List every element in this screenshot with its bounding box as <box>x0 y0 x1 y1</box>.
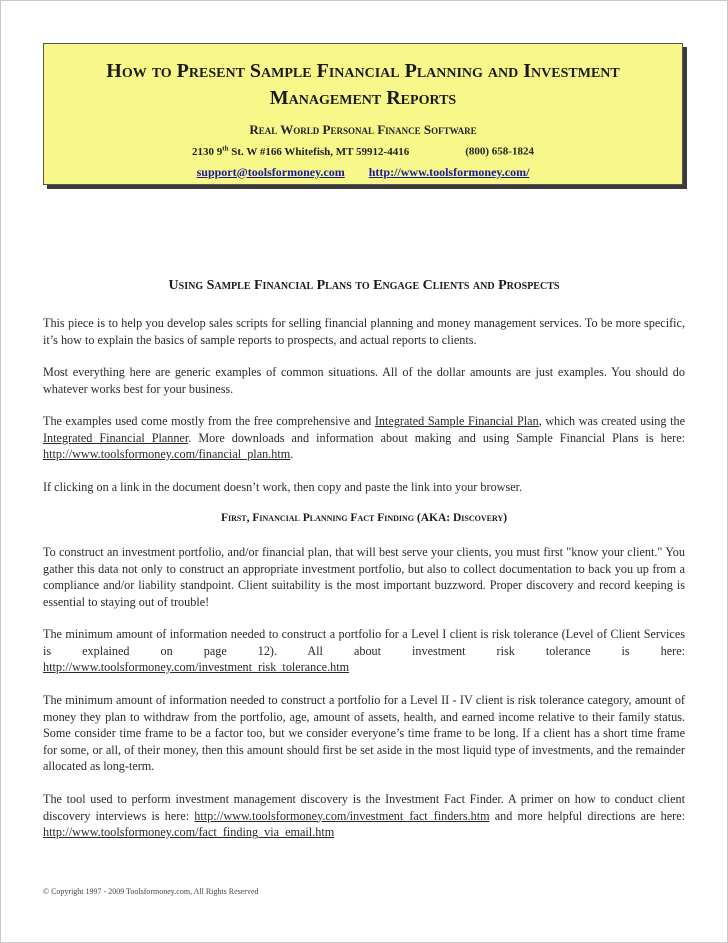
text-segment: and more helpful directions are here: <box>489 808 685 823</box>
paragraph-level-one <box>43 626 685 676</box>
paragraph-level-two-four: The minimum amount of information needed to construct a portfolio for a Level II - IV client is risk tolerance category, amount of money they plan to withdraw from the portfolio, age, amount of assets, health, and earned income relative to their family status. Some consider time frame to be a factor too, but we consider everyone’s time frame to be long. If a client has a short time frame for some, or all, of their money, then this amount should first be set aside in the most liquid type of investments, and the remainder allocated as long-term. <box>43 693 685 773</box>
paragraph-link-help: If clicking on a link in the document doesn’t work, then copy and paste the link into your browser. <box>43 480 523 494</box>
text-segment: The examples used come mostly from the free comprehensive and <box>43 414 375 428</box>
address <box>192 146 409 158</box>
phone-number: (800) 658-1824 <box>465 145 534 158</box>
address-superscript: th <box>222 144 229 152</box>
contact-line <box>44 144 682 158</box>
company-name: Real World Personal Finance Software <box>249 122 477 137</box>
paragraph-fact-finder <box>43 791 685 841</box>
email-link[interactable]: support@toolsformoney.com <box>196 164 345 179</box>
address-rest: St. W #166 Whitefish, MT 59912-4416 <box>228 145 410 158</box>
section-heading-fact-finding: First, Financial Planning Fact Finding (AKA: Discovery) <box>220 512 508 524</box>
paragraph-intro: This piece is to help you develop sales scripts for selling financial planning and money management services. To be more specific, it’s how to explain the basics of sample reports to prospects, and actual reports to clients. <box>43 316 685 347</box>
document-title <box>64 58 662 112</box>
title-line-1: How to Present Sample Financial Planning and Investment <box>106 60 620 82</box>
fact-finding-email-link[interactable]: http://www.toolsformoney.com/fact_finding_via_email.htm <box>43 825 335 839</box>
text-segment: The tool used to perform investment management discovery is the Investment Fact Finder. A primer on how to conduct client discovery interviews is here: <box>43 792 685 823</box>
website-link[interactable]: http://www.toolsformoney.com/ <box>368 164 530 179</box>
section-heading-sample-plans: Using Sample Financial Plans to Engage Clients and Prospects <box>168 278 560 293</box>
paragraph-examples-source <box>43 413 685 463</box>
copyright-footer: © Copyright 1997 - 2009 Toolsformoney.com, All Rights Reserved <box>43 887 259 896</box>
text-segment: The minimum amount of information needed to construct a portfolio for a Level I client is risk tolerance (Level of Client Services is explained on page 12). All about investment risk tolerance is here: <box>43 627 685 658</box>
text-segment: . More downloads and information about making and using Sample Financial Plans is here: <box>188 430 685 445</box>
header-box <box>43 43 683 185</box>
financial-plan-link[interactable]: http://www.toolsformoney.com/financial_plan.htm <box>43 447 291 461</box>
risk-tolerance-link[interactable]: http://www.toolsformoney.com/investment_risk_tolerance.htm <box>43 660 350 674</box>
title-line-2: Management Reports <box>269 87 457 109</box>
integrated-financial-planner-link[interactable]: Integrated Financial Planner <box>43 430 189 445</box>
text-segment: . <box>290 447 294 461</box>
paragraph-generic-examples: Most everything here are generic examples of common situations. All of the dollar amounts are just examples. You should do whatever works best for your business. <box>43 365 685 396</box>
paragraph-know-your-client: To construct an investment portfolio, and/or financial plan, that will best serve your clients, you must first "know your client." You gather this data not only to construct an appropriate investment portfolio, but also to collect documentation to back you up from a compliance and/or liability standpoint. Client suitability is the most important buzzword. Proper discovery and record keeping is essential to staying out of trouble! <box>43 545 685 609</box>
integrated-sample-plan-link[interactable]: Integrated Sample Financial Plan <box>374 414 539 428</box>
links-line <box>44 165 682 180</box>
text-segment: , which was created using the <box>538 414 685 428</box>
investment-fact-finders-link[interactable]: http://www.toolsformoney.com/investment_fact_finders.htm <box>194 808 490 823</box>
address-number: 2130 9 <box>192 145 223 158</box>
